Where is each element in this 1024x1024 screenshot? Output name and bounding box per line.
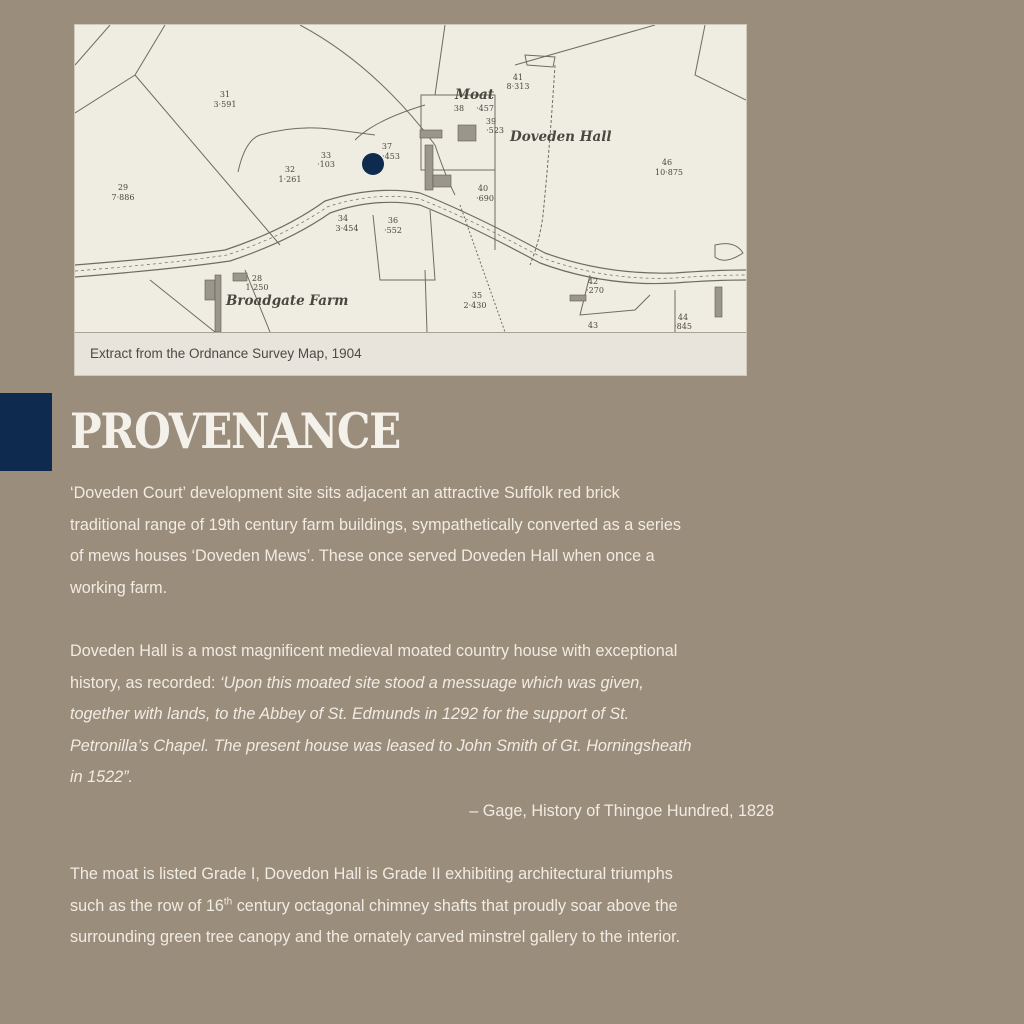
- paragraph-listing: The moat is listed Grade I, Dovedon Hall is Grade II exhibiting architectural triumphs such as the row of 16th century octagonal chimney shafts that proudly soar above the surrounding green tree canopy and the ornately carved minstrel gallery to the interior.: [70, 865, 681, 946]
- map-label-broadgate-farm: Broadgate Farm: [226, 293, 349, 309]
- svg-text:8·313: 8·313: [506, 82, 530, 91]
- svg-text:43: 43: [587, 321, 599, 330]
- svg-text:46: 46: [661, 158, 673, 167]
- svg-text:·270: ·270: [586, 286, 604, 295]
- site-location-marker: [362, 153, 384, 175]
- svg-text:37: 37: [381, 142, 393, 151]
- svg-text:3·454: 3·454: [335, 224, 359, 233]
- svg-text:40: 40: [477, 184, 489, 193]
- map-caption: Extract from the Ordnance Survey Map, 1904: [75, 332, 746, 375]
- svg-text:35: 35: [471, 291, 483, 300]
- svg-text:34: 34: [337, 214, 349, 223]
- ordnance-survey-map: [75, 25, 746, 332]
- paragraph-history: Doveden Hall is a most magnificent medieval moated country house with exceptional history, as recorded: ‘Upon this moated site stood a messuage which was given, together with lands, to the Abbey of St. Edmunds in 1292 for the support of St. Petronilla’s Chapel. The present house was leased to John Smith of Gt. Horningsheath in 1522”.: [70, 642, 692, 786]
- svg-text:29: 29: [117, 183, 129, 192]
- svg-text:31: 31: [219, 90, 231, 99]
- section-accent-bar: [0, 393, 52, 471]
- svg-text:44: 44: [677, 313, 689, 322]
- map-label-moat: Moat: [455, 87, 494, 103]
- svg-text:36: 36: [387, 216, 399, 225]
- svg-text:32: 32: [284, 165, 296, 174]
- svg-text:·690: ·690: [476, 194, 494, 203]
- svg-text:10·875: 10·875: [655, 168, 683, 177]
- svg-text:·523: ·523: [486, 126, 504, 135]
- page-title: PROVENANCE: [70, 402, 400, 460]
- svg-text:3·591: 3·591: [213, 100, 237, 109]
- svg-text:·103: ·103: [317, 160, 335, 169]
- svg-text:28: 28: [251, 274, 263, 283]
- svg-text:1·250: 1·250: [245, 283, 269, 292]
- paragraph-intro: ‘Doveden Court’ development site sits adjacent an attractive Suffolk red brick traditional range of 19th century farm buildings, sympathetically converted as a series of mews houses ‘Doveden Mews’. These once served Doveden Hall when once a working farm.: [70, 484, 681, 597]
- svg-text:1·261: 1·261: [278, 175, 302, 184]
- svg-text:41: 41: [512, 73, 524, 82]
- svg-text:38: 38: [453, 104, 465, 113]
- svg-text:39: 39: [485, 117, 497, 126]
- svg-text:33: 33: [320, 151, 332, 160]
- svg-text:·453: ·453: [382, 152, 400, 161]
- svg-text:7·886: 7·886: [111, 193, 135, 202]
- quote-attribution: – Gage, History of Thingoe Hundred, 1828: [469, 802, 774, 820]
- map-figure: [75, 25, 746, 375]
- svg-text:·457: ·457: [476, 104, 494, 113]
- svg-text:2·430: 2·430: [463, 301, 487, 310]
- svg-text:42: 42: [587, 277, 599, 286]
- svg-text:·552: ·552: [384, 226, 402, 235]
- svg-text:·845: ·845: [674, 322, 692, 331]
- historic-quote: ‘Upon this moated site stood a messuage which was given,: [219, 673, 644, 692]
- map-label-doveden-hall: Doveden Hall: [510, 129, 612, 145]
